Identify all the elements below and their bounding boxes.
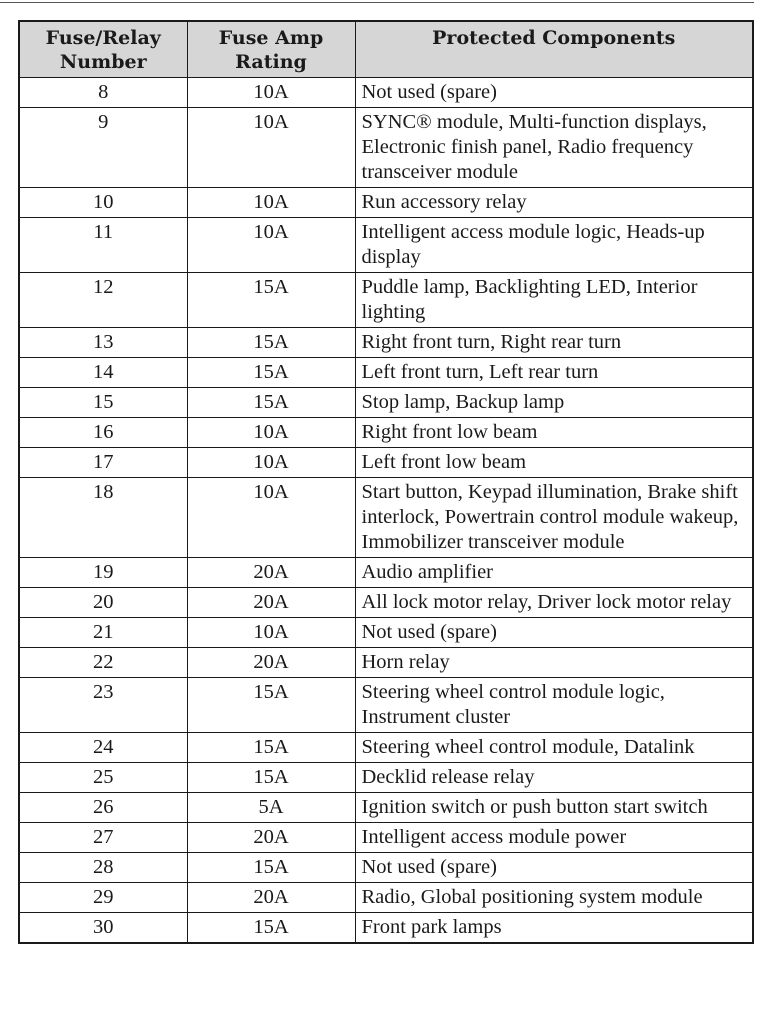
amp-rating-cell: 10A <box>187 188 355 218</box>
amp-rating-cell: 20A <box>187 823 355 853</box>
fuse-number-cell: 27 <box>19 823 187 853</box>
protected-components-cell: Intelligent access module power <box>355 823 753 853</box>
fuse-number-cell: 30 <box>19 913 187 944</box>
fuse-number-cell: 18 <box>19 478 187 558</box>
amp-rating-cell: 15A <box>187 388 355 418</box>
amp-rating-cell: 10A <box>187 78 355 108</box>
protected-components-cell: Radio, Global positioning system module <box>355 883 753 913</box>
table-row <box>19 793 753 823</box>
protected-components-cell: Not used (spare) <box>355 618 753 648</box>
header-amp-line-1: Fuse Amp <box>218 27 324 49</box>
amp-rating-cell: 20A <box>187 588 355 618</box>
amp-rating-cell: 15A <box>187 328 355 358</box>
fuse-number-cell: 26 <box>19 793 187 823</box>
protected-components-cell: Right front low beam <box>355 418 753 448</box>
header-fuse-relay-number <box>19 21 187 78</box>
top-rule <box>0 2 754 3</box>
amp-rating-cell: 5A <box>187 793 355 823</box>
amp-rating-cell: 15A <box>187 763 355 793</box>
header-protected-components: Protected Components <box>355 21 753 78</box>
protected-components-cell: Steering wheel control module logic, Instrument cluster <box>355 678 753 733</box>
protected-components-cell: Left front low beam <box>355 448 753 478</box>
fuse-number-cell: 28 <box>19 853 187 883</box>
table-row <box>19 218 753 273</box>
table-row <box>19 588 753 618</box>
amp-rating-cell: 15A <box>187 733 355 763</box>
header-row <box>19 21 753 78</box>
table-row <box>19 418 753 448</box>
amp-rating-cell: 10A <box>187 618 355 648</box>
table-row <box>19 358 753 388</box>
fuse-number-cell: 14 <box>19 358 187 388</box>
table-row <box>19 328 753 358</box>
amp-rating-cell: 15A <box>187 913 355 944</box>
protected-components-cell: Ignition switch or push button start switch <box>355 793 753 823</box>
protected-components-cell: Front park lamps <box>355 913 753 944</box>
table-row <box>19 108 753 188</box>
amp-rating-cell: 10A <box>187 218 355 273</box>
fuse-number-cell: 25 <box>19 763 187 793</box>
table-row <box>19 678 753 733</box>
table-row <box>19 618 753 648</box>
table-row <box>19 188 753 218</box>
table-row <box>19 648 753 678</box>
protected-components-cell: All lock motor relay, Driver lock motor relay <box>355 588 753 618</box>
protected-components-cell: Steering wheel control module, Datalink <box>355 733 753 763</box>
protected-components-cell: Intelligent access module logic, Heads-up display <box>355 218 753 273</box>
protected-components-cell: Stop lamp, Backup lamp <box>355 388 753 418</box>
fuse-number-cell: 16 <box>19 418 187 448</box>
table-row <box>19 733 753 763</box>
fuse-number-cell: 24 <box>19 733 187 763</box>
fuse-number-cell: 12 <box>19 273 187 328</box>
fuse-table <box>18 20 754 944</box>
protected-components-cell: SYNC® module, Multi-function displays, Electronic finish panel, Radio frequency transceiver module <box>355 108 753 188</box>
amp-rating-cell: 15A <box>187 853 355 883</box>
protected-components-cell: Not used (spare) <box>355 853 753 883</box>
table-row <box>19 273 753 328</box>
fuse-number-cell: 15 <box>19 388 187 418</box>
header-number-line-1: Fuse/Relay <box>45 27 161 49</box>
amp-rating-cell: 20A <box>187 558 355 588</box>
table-row <box>19 853 753 883</box>
table-row <box>19 823 753 853</box>
protected-components-cell: Run accessory relay <box>355 188 753 218</box>
fuse-number-cell: 23 <box>19 678 187 733</box>
protected-components-cell: Decklid release relay <box>355 763 753 793</box>
fuse-number-cell: 21 <box>19 618 187 648</box>
protected-components-cell: Not used (spare) <box>355 78 753 108</box>
fuse-number-cell: 9 <box>19 108 187 188</box>
protected-components-cell: Right front turn, Right rear turn <box>355 328 753 358</box>
amp-rating-cell: 10A <box>187 448 355 478</box>
amp-rating-cell: 20A <box>187 883 355 913</box>
fuse-number-cell: 20 <box>19 588 187 618</box>
amp-rating-cell: 10A <box>187 108 355 188</box>
table-row <box>19 388 753 418</box>
fuse-number-cell: 8 <box>19 78 187 108</box>
amp-rating-cell: 10A <box>187 418 355 448</box>
header-amp-line-2: Rating <box>235 51 307 73</box>
table-row <box>19 763 753 793</box>
table-row <box>19 478 753 558</box>
fuse-number-cell: 11 <box>19 218 187 273</box>
amp-rating-cell: 15A <box>187 358 355 388</box>
fuse-number-cell: 13 <box>19 328 187 358</box>
amp-rating-cell: 20A <box>187 648 355 678</box>
amp-rating-cell: 15A <box>187 678 355 733</box>
protected-components-cell: Puddle lamp, Backlighting LED, Interior lighting <box>355 273 753 328</box>
amp-rating-cell: 10A <box>187 478 355 558</box>
table-row <box>19 913 753 944</box>
table-row <box>19 883 753 913</box>
protected-components-cell: Horn relay <box>355 648 753 678</box>
protected-components-cell: Left front turn, Left rear turn <box>355 358 753 388</box>
table-row <box>19 558 753 588</box>
fuse-number-cell: 22 <box>19 648 187 678</box>
protected-components-cell: Audio amplifier <box>355 558 753 588</box>
fuse-number-cell: 10 <box>19 188 187 218</box>
table-row <box>19 448 753 478</box>
protected-components-cell: Start button, Keypad illumination, Brake shift interlock, Powertrain control module wakeup, Immobilizer transceiver module <box>355 478 753 558</box>
header-number-line-2: Number <box>59 51 147 73</box>
fuse-number-cell: 19 <box>19 558 187 588</box>
amp-rating-cell: 15A <box>187 273 355 328</box>
fuse-number-cell: 29 <box>19 883 187 913</box>
fuse-number-cell: 17 <box>19 448 187 478</box>
header-fuse-amp-rating <box>187 21 355 78</box>
table-row <box>19 78 753 108</box>
